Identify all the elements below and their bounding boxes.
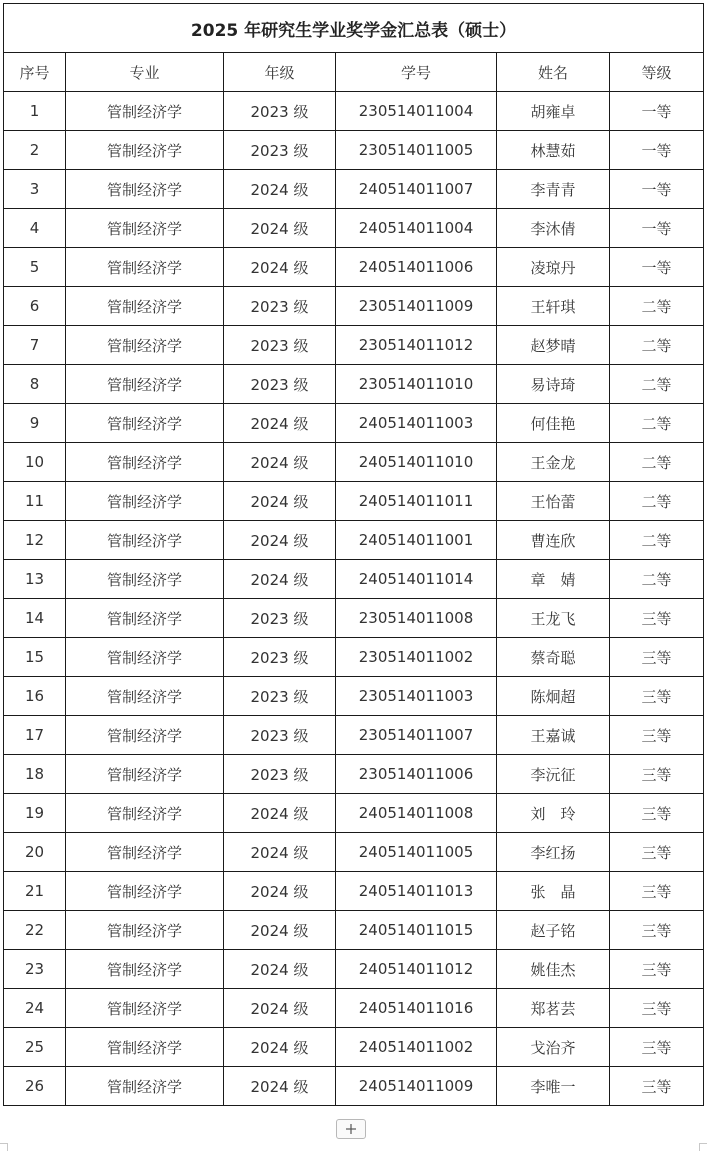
- cell-index[interactable]: 3: [4, 170, 66, 209]
- cell-name[interactable]: 王龙飞: [497, 599, 610, 638]
- cell-level[interactable]: 二等: [610, 482, 704, 521]
- cell-name[interactable]: 王嘉诚: [497, 716, 610, 755]
- table-title[interactable]: 2025 年研究生学业奖学金汇总表（硕士）: [4, 4, 704, 53]
- cell-grade[interactable]: 2023 级: [224, 92, 336, 131]
- table-row: [4, 326, 704, 365]
- cell-grade[interactable]: 2024 级: [224, 248, 336, 287]
- cell-major[interactable]: 管制经济学: [66, 521, 224, 560]
- cell-index[interactable]: 12: [4, 521, 66, 560]
- table-row: [4, 209, 704, 248]
- plus-icon: [345, 1123, 357, 1135]
- cell-student-id[interactable]: 240514011001: [336, 521, 497, 560]
- cell-level[interactable]: 三等: [610, 1028, 704, 1067]
- cell-level[interactable]: 二等: [610, 443, 704, 482]
- table-row: [4, 911, 704, 950]
- cell-level[interactable]: 三等: [610, 755, 704, 794]
- cell-name[interactable]: 陈炯超: [497, 677, 610, 716]
- cell-major[interactable]: 管制经济学: [66, 755, 224, 794]
- cell-grade[interactable]: 2024 级: [224, 950, 336, 989]
- scholarship-table: [3, 3, 704, 1106]
- cell-major[interactable]: 管制经济学: [66, 248, 224, 287]
- cell-level[interactable]: 一等: [610, 209, 704, 248]
- cell-major[interactable]: 管制经济学: [66, 404, 224, 443]
- header-cell-name[interactable]: 姓名: [497, 53, 610, 92]
- cell-index[interactable]: 8: [4, 365, 66, 404]
- cell-grade[interactable]: 2024 级: [224, 833, 336, 872]
- cell-index[interactable]: 2: [4, 131, 66, 170]
- cell-student-id[interactable]: 230514011004: [336, 92, 497, 131]
- header-cell-grade[interactable]: 年级: [224, 53, 336, 92]
- page-corner-mark: [699, 1143, 707, 1151]
- cell-level[interactable]: 三等: [610, 794, 704, 833]
- cell-level[interactable]: 一等: [610, 170, 704, 209]
- cell-level[interactable]: 一等: [610, 92, 704, 131]
- cell-grade[interactable]: 2024 级: [224, 911, 336, 950]
- cell-level[interactable]: 三等: [610, 1067, 704, 1106]
- cell-student-id[interactable]: 240514011010: [336, 443, 497, 482]
- cell-grade[interactable]: 2024 级: [224, 482, 336, 521]
- cell-name[interactable]: 李红扬: [497, 833, 610, 872]
- cell-student-id[interactable]: 240514011013: [336, 872, 497, 911]
- cell-grade[interactable]: 2023 级: [224, 365, 336, 404]
- cell-index[interactable]: 22: [4, 911, 66, 950]
- table-row: [4, 950, 704, 989]
- cell-name[interactable]: 胡雍卓: [497, 92, 610, 131]
- cell-student-id[interactable]: 230514011008: [336, 599, 497, 638]
- cell-grade[interactable]: 2024 级: [224, 209, 336, 248]
- cell-major[interactable]: 管制经济学: [66, 638, 224, 677]
- table-row: [4, 755, 704, 794]
- cell-level[interactable]: 二等: [610, 365, 704, 404]
- cell-index[interactable]: 15: [4, 638, 66, 677]
- cell-grade[interactable]: 2024 级: [224, 989, 336, 1028]
- cell-grade[interactable]: 2023 级: [224, 755, 336, 794]
- cell-student-id[interactable]: 230514011005: [336, 131, 497, 170]
- cell-index[interactable]: 19: [4, 794, 66, 833]
- cell-major[interactable]: 管制经济学: [66, 833, 224, 872]
- cell-student-id[interactable]: 230514011006: [336, 755, 497, 794]
- cell-student-id[interactable]: 230514011009: [336, 287, 497, 326]
- cell-level[interactable]: 三等: [610, 833, 704, 872]
- cell-level[interactable]: 三等: [610, 638, 704, 677]
- cell-name[interactable]: 王金龙: [497, 443, 610, 482]
- cell-index[interactable]: 6: [4, 287, 66, 326]
- header-cell-index[interactable]: 序号: [4, 53, 66, 92]
- cell-major[interactable]: 管制经济学: [66, 365, 224, 404]
- cell-major[interactable]: 管制经济学: [66, 677, 224, 716]
- cell-grade[interactable]: 2024 级: [224, 1067, 336, 1106]
- cell-student-id[interactable]: 230514011007: [336, 716, 497, 755]
- cell-level[interactable]: 二等: [610, 521, 704, 560]
- table-row: [4, 170, 704, 209]
- cell-major[interactable]: 管制经济学: [66, 989, 224, 1028]
- cell-student-id[interactable]: 240514011006: [336, 248, 497, 287]
- add-row-button[interactable]: [336, 1119, 366, 1139]
- cell-student-id[interactable]: 240514011014: [336, 560, 497, 599]
- cell-grade[interactable]: 2023 级: [224, 287, 336, 326]
- cell-major[interactable]: 管制经济学: [66, 1067, 224, 1106]
- cell-name[interactable]: 赵子铭: [497, 911, 610, 950]
- cell-student-id[interactable]: 230514011010: [336, 365, 497, 404]
- table-row: [4, 482, 704, 521]
- table-row: [4, 404, 704, 443]
- table-row: [4, 560, 704, 599]
- header-cell-major[interactable]: 专业: [66, 53, 224, 92]
- cell-student-id[interactable]: 230514011002: [336, 638, 497, 677]
- cell-index[interactable]: 18: [4, 755, 66, 794]
- cell-level[interactable]: 三等: [610, 911, 704, 950]
- cell-major[interactable]: 管制经济学: [66, 950, 224, 989]
- table-row: [4, 716, 704, 755]
- cell-level[interactable]: 三等: [610, 989, 704, 1028]
- cell-index[interactable]: 10: [4, 443, 66, 482]
- cell-name[interactable]: 李沅征: [497, 755, 610, 794]
- cell-major[interactable]: 管制经济学: [66, 911, 224, 950]
- cell-level[interactable]: 一等: [610, 248, 704, 287]
- cell-name[interactable]: 蔡奇聪: [497, 638, 610, 677]
- cell-grade[interactable]: 2024 级: [224, 404, 336, 443]
- cell-major[interactable]: 管制经济学: [66, 209, 224, 248]
- cell-grade[interactable]: 2023 级: [224, 131, 336, 170]
- cell-grade[interactable]: 2024 级: [224, 443, 336, 482]
- cell-student-id[interactable]: 240514011015: [336, 911, 497, 950]
- cell-level[interactable]: 二等: [610, 560, 704, 599]
- cell-level[interactable]: 三等: [610, 677, 704, 716]
- cell-level[interactable]: 三等: [610, 872, 704, 911]
- cell-name[interactable]: 郑茗芸: [497, 989, 610, 1028]
- table-row: [4, 638, 704, 677]
- cell-level[interactable]: 一等: [610, 131, 704, 170]
- cell-index[interactable]: 23: [4, 950, 66, 989]
- cell-index[interactable]: 21: [4, 872, 66, 911]
- cell-major[interactable]: 管制经济学: [66, 443, 224, 482]
- cell-name[interactable]: 张 晶: [497, 872, 610, 911]
- cell-index[interactable]: 9: [4, 404, 66, 443]
- cell-major[interactable]: 管制经济学: [66, 170, 224, 209]
- table-row: [4, 365, 704, 404]
- cell-index[interactable]: 24: [4, 989, 66, 1028]
- cell-level[interactable]: 二等: [610, 404, 704, 443]
- cell-grade[interactable]: 2024 级: [224, 794, 336, 833]
- cell-name[interactable]: 戈治齐: [497, 1028, 610, 1067]
- cell-grade[interactable]: 2024 级: [224, 1028, 336, 1067]
- cell-index[interactable]: 16: [4, 677, 66, 716]
- cell-name[interactable]: 易诗琦: [497, 365, 610, 404]
- cell-level[interactable]: 二等: [610, 326, 704, 365]
- cell-student-id[interactable]: 240514011007: [336, 170, 497, 209]
- cell-student-id[interactable]: 240514011009: [336, 1067, 497, 1106]
- scholarship-sheet: [3, 3, 703, 1106]
- cell-grade[interactable]: 2023 级: [224, 326, 336, 365]
- cell-grade[interactable]: 2023 级: [224, 677, 336, 716]
- cell-major[interactable]: 管制经济学: [66, 794, 224, 833]
- cell-level[interactable]: 三等: [610, 599, 704, 638]
- cell-grade[interactable]: 2024 级: [224, 170, 336, 209]
- cell-student-id[interactable]: 240514011016: [336, 989, 497, 1028]
- cell-name[interactable]: 李青青: [497, 170, 610, 209]
- table-row: [4, 1028, 704, 1067]
- cell-student-id[interactable]: 240514011002: [336, 1028, 497, 1067]
- cell-student-id[interactable]: 240514011012: [336, 950, 497, 989]
- cell-major[interactable]: 管制经济学: [66, 287, 224, 326]
- cell-name[interactable]: 林慧茹: [497, 131, 610, 170]
- cell-name[interactable]: 王怡蕾: [497, 482, 610, 521]
- table-row: [4, 1067, 704, 1106]
- cell-name[interactable]: 章 婧: [497, 560, 610, 599]
- table-row: [4, 833, 704, 872]
- cell-grade[interactable]: 2023 级: [224, 599, 336, 638]
- table-row: [4, 989, 704, 1028]
- cell-major[interactable]: 管制经济学: [66, 716, 224, 755]
- cell-major[interactable]: 管制经济学: [66, 131, 224, 170]
- cell-name[interactable]: 李沐倩: [497, 209, 610, 248]
- cell-grade[interactable]: 2023 级: [224, 638, 336, 677]
- cell-student-id[interactable]: 230514011003: [336, 677, 497, 716]
- cell-grade[interactable]: 2024 级: [224, 560, 336, 599]
- table-row: [4, 521, 704, 560]
- cell-level[interactable]: 二等: [610, 287, 704, 326]
- cell-index[interactable]: 1: [4, 92, 66, 131]
- table-row: [4, 872, 704, 911]
- cell-name[interactable]: 凌琼丹: [497, 248, 610, 287]
- cell-student-id[interactable]: 240514011008: [336, 794, 497, 833]
- table-row: [4, 794, 704, 833]
- cell-level[interactable]: 三等: [610, 716, 704, 755]
- cell-index[interactable]: 26: [4, 1067, 66, 1106]
- cell-major[interactable]: 管制经济学: [66, 1028, 224, 1067]
- header-cell-level[interactable]: 等级: [610, 53, 704, 92]
- cell-name[interactable]: 李唯一: [497, 1067, 610, 1106]
- table-row: [4, 287, 704, 326]
- cell-index[interactable]: 4: [4, 209, 66, 248]
- cell-name[interactable]: 姚佳杰: [497, 950, 610, 989]
- cell-major[interactable]: 管制经济学: [66, 872, 224, 911]
- header-cell-student-id[interactable]: 学号: [336, 53, 497, 92]
- cell-student-id[interactable]: 240514011011: [336, 482, 497, 521]
- cell-grade[interactable]: 2023 级: [224, 716, 336, 755]
- cell-index[interactable]: 17: [4, 716, 66, 755]
- cell-major[interactable]: 管制经济学: [66, 326, 224, 365]
- cell-major[interactable]: 管制经济学: [66, 560, 224, 599]
- table-row: [4, 131, 704, 170]
- cell-student-id[interactable]: 240514011004: [336, 209, 497, 248]
- cell-name[interactable]: 曹连欣: [497, 521, 610, 560]
- cell-index[interactable]: 7: [4, 326, 66, 365]
- page-corner-mark: [0, 1143, 8, 1151]
- cell-major[interactable]: 管制经济学: [66, 599, 224, 638]
- table-row: [4, 599, 704, 638]
- cell-index[interactable]: 13: [4, 560, 66, 599]
- cell-name[interactable]: 刘 玲: [497, 794, 610, 833]
- cell-student-id[interactable]: 240514011005: [336, 833, 497, 872]
- cell-index[interactable]: 25: [4, 1028, 66, 1067]
- table-header-row: [4, 53, 704, 92]
- table-row: [4, 677, 704, 716]
- cell-index[interactable]: 14: [4, 599, 66, 638]
- cell-student-id[interactable]: 240514011003: [336, 404, 497, 443]
- cell-index[interactable]: 20: [4, 833, 66, 872]
- cell-name[interactable]: 赵梦晴: [497, 326, 610, 365]
- cell-major[interactable]: 管制经济学: [66, 92, 224, 131]
- cell-major[interactable]: 管制经济学: [66, 482, 224, 521]
- cell-grade[interactable]: 2024 级: [224, 872, 336, 911]
- cell-index[interactable]: 5: [4, 248, 66, 287]
- cell-level[interactable]: 三等: [610, 950, 704, 989]
- table-row: [4, 443, 704, 482]
- cell-student-id[interactable]: 230514011012: [336, 326, 497, 365]
- cell-name[interactable]: 何佳艳: [497, 404, 610, 443]
- cell-index[interactable]: 11: [4, 482, 66, 521]
- cell-name[interactable]: 王轩琪: [497, 287, 610, 326]
- table-row: [4, 248, 704, 287]
- cell-grade[interactable]: 2024 级: [224, 521, 336, 560]
- table-row: [4, 92, 704, 131]
